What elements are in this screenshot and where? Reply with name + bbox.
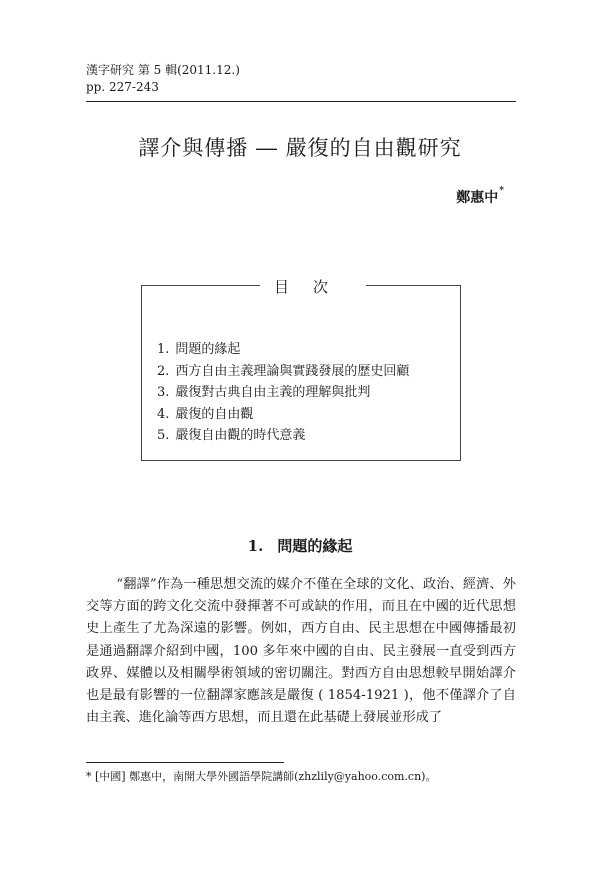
toc-item: 3. 嚴復對古典自由主義的理解與批判 xyxy=(157,385,371,400)
toc-item: 1. 問題的緣起 xyxy=(157,342,241,357)
section-number: 1. xyxy=(247,537,264,555)
page-range: pp. 227-243 xyxy=(86,80,159,94)
toc-heading: 目次 xyxy=(260,278,366,296)
toc-item: 2. 西方自由主義理論與實踐發展的歷史回顧 xyxy=(157,363,410,379)
journal-header xyxy=(86,62,240,96)
author-name: 鄭惠中 xyxy=(456,190,499,206)
author xyxy=(456,187,504,207)
toc-item: 4. 嚴復的自由觀 xyxy=(157,406,254,422)
section-title: 問題的緣起 xyxy=(277,537,353,555)
footnote-rule xyxy=(86,762,284,763)
toc-heading-wrap xyxy=(141,276,461,297)
body-paragraph: “翻譯”作為一種思想交流的媒介不僅在全球的文化、政治、經濟、外交等方面的跨文化交流中發揮著不可或缺的作用，而且在中國的近代思想史上產生了尤為深遠的影響。例如，西方自由、民主思想在中國傳播最初是通過翻譯介紹到中國，100 多年來中國的自由、民主發展一直受到西方政界、媒體以及相關學術領域的密切關注。對西方自由思想較早開始譯介也是最有影響的一位翻譯家應該是嚴復 ( 1854-1921 )，他不僅譯介了自由主義、進化論等西方思想，而且還在此基礎上發展並形成了 xyxy=(86,577,516,726)
body-text xyxy=(86,574,516,729)
journal-issue: 漢字研究 第 5 輯(2011.12.) xyxy=(86,63,240,77)
author-footnote-mark: * xyxy=(499,186,504,197)
footnote: * [中國] 鄭惠中，南開大學外國語學院講師(zhzlily@yahoo.com.cn)。 xyxy=(86,770,437,783)
section-heading xyxy=(0,535,600,556)
paper-title: 譯介與傳播 ― 嚴復的自由觀研究 xyxy=(138,136,462,160)
header-rule xyxy=(86,101,516,102)
toc-item: 5. 嚴復自由觀的時代意義 xyxy=(157,428,306,443)
toc-list xyxy=(157,339,409,447)
